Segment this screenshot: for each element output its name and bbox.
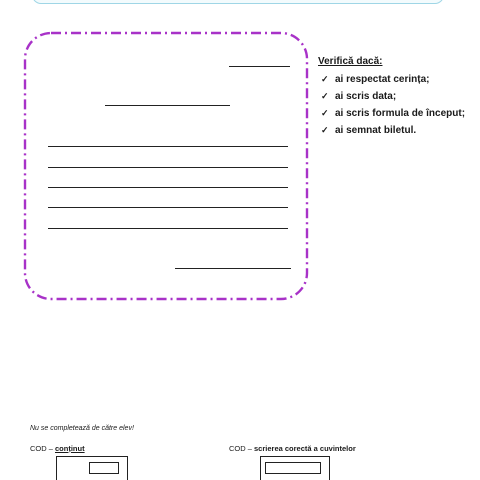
cod-content-text: conținut <box>55 444 85 453</box>
signature-line[interactable] <box>175 268 291 269</box>
cod-prefix: COD – <box>30 444 53 453</box>
checklist-item <box>318 122 468 139</box>
checklist-item-text: ai scris formula de început; <box>335 108 466 119</box>
cod-spelling-score-box <box>260 456 330 480</box>
checkmark-icon: ✓ <box>321 125 329 135</box>
checklist-item <box>318 105 468 122</box>
cod-content-score-box <box>56 456 128 480</box>
dash-dot-border <box>22 30 310 302</box>
date-line[interactable] <box>229 66 290 67</box>
checkmark-icon: ✓ <box>321 108 329 118</box>
cod-content-score-field[interactable] <box>89 462 119 474</box>
body-line[interactable] <box>48 146 288 147</box>
checklist-item-text: ai semnat biletul. <box>335 125 417 136</box>
checklist-item-text: ai respectat cerința; <box>335 74 430 85</box>
cod-prefix: COD – <box>229 444 252 453</box>
checkmark-icon: ✓ <box>321 91 329 101</box>
letter-frame <box>22 30 310 302</box>
greeting-formula-line[interactable] <box>105 105 230 106</box>
cod-spelling-text: scrierea corectă a cuvintelor <box>254 444 356 453</box>
cod-spelling-score-field[interactable] <box>265 462 321 474</box>
body-line[interactable] <box>48 167 288 168</box>
checklist-title: Verifică dacă: <box>318 56 383 67</box>
teacher-only-note: Nu se completează de către elev! <box>30 425 134 432</box>
cod-content-label <box>30 444 85 453</box>
body-line[interactable] <box>48 207 288 208</box>
checklist-item-text: ai scris data; <box>335 91 397 102</box>
checklist <box>318 56 468 139</box>
body-line[interactable] <box>48 228 288 229</box>
cod-spelling-label <box>229 444 356 453</box>
body-line[interactable] <box>48 187 288 188</box>
checklist-item <box>318 88 468 105</box>
checklist-item <box>318 71 468 88</box>
header-banner <box>32 0 444 4</box>
checkmark-icon: ✓ <box>321 74 329 84</box>
